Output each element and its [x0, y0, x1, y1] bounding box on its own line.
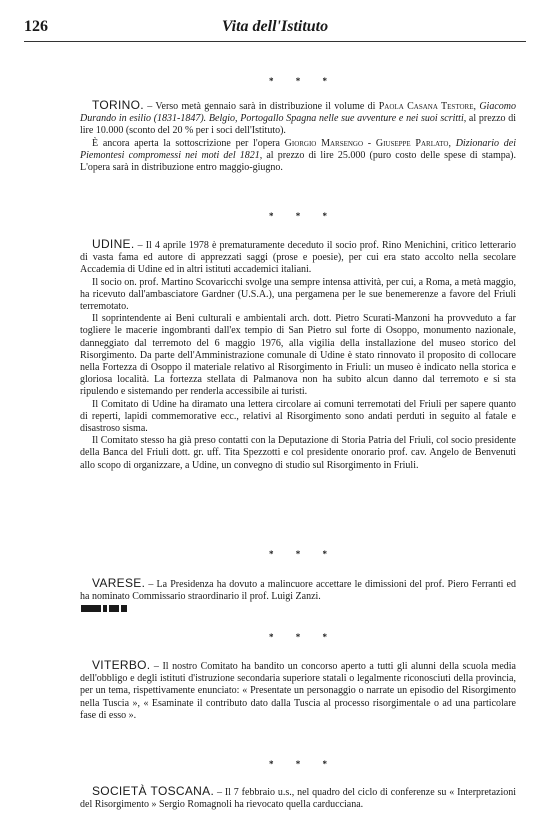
- udine-paragraph-5: Il Comitato stesso ha già preso contatti con la Deputazione di Storia Patria del Friuli, col socio presidente della Banca del Friuli dott. gr. uff. Tita Spezzotti e col presidente onorario prof. cav. Angelo de Benvenuti allo scopo di organizzare, a Udine, un convegno di studio sul Risorgimento in Friuli.: [80, 435, 516, 471]
- page-number: 126: [24, 18, 48, 35]
- section-udine: [80, 238, 516, 472]
- book-title: Giacomo Durando in esilio (1831-1847). Belgio, Portogallo Spagna nelle sue avventure e nei suoi scritti: [80, 101, 516, 125]
- section-toscana: [80, 785, 516, 811]
- place-heading-torino: TORINO.: [92, 98, 144, 112]
- torino-paragraph-1: TORINO. – Verso metà gennaio sarà in distribuzione il volume di Paola Casana Testore, Giacomo Durando in esilio (1831-1847). Belgio, Portogallo Spagna nelle sue avventure e nei suoi scritti, al prezzo di lire 10.000 (sconto del 20 % per i soci dell'Istituto).: [80, 98, 516, 137]
- place-heading-viterbo: VITERBO.: [92, 658, 151, 672]
- section-viterbo: [80, 659, 516, 722]
- section-torino: [80, 99, 516, 174]
- toscana-paragraph-1: SOCIETÀ TOSCANA. – Il 7 febbraio u.s., nel quadro del ciclo di conferenze su « Interpretazioni del Risorgimento » Sergio Romagnoli ha rievocato quella carducciana.: [80, 784, 516, 811]
- running-title: Vita dell'Istituto: [221, 18, 329, 35]
- place-heading-varese: VARESE.: [92, 576, 146, 590]
- page-header: [24, 18, 526, 40]
- varese-paragraph-1: VARESE. – La Presidenza ha dovuto a malincuore accettare le dimissioni del prof. Piero Ferranti ed ha nominato Commissario straordinario il prof. Luigi Zanzi.: [80, 576, 516, 603]
- section-varese: [80, 577, 516, 603]
- torino-paragraph-2: È ancora aperta la sottoscrizione per l'opera Giorgio Marsengo - Giuseppe Parlato, Dizionario dei Piemontesi compromessi nei moti del 1821, al prezzo di lire 25.000 (puro costo delle spese di stampa). L'opera sarà in distribuzione entro maggio-giugno.: [80, 137, 516, 174]
- author-names: Giorgio Marsengo - Giuseppe Parlato: [284, 137, 449, 149]
- redaction-mark: [81, 605, 127, 612]
- place-heading-udine: UDINE.: [92, 237, 135, 251]
- section-separator: * * *: [269, 759, 337, 769]
- section-separator: * * *: [269, 76, 337, 86]
- place-heading-toscana: SOCIETÀ TOSCANA.: [92, 784, 215, 798]
- section-separator: * * *: [269, 632, 337, 642]
- udine-paragraph-1: UDINE. – Il 4 aprile 1978 è prematuramente deceduto il socio prof. Rino Menichini, critico letterario di vasta fama ed autore di apprezzati saggi (prose e poesie), per cui era stato accolto nella secolare Accademia di Udine ed in altri istituti accademici italiani.: [80, 237, 516, 276]
- author-name: Paola Casana Testore: [378, 101, 474, 112]
- udine-paragraph-2: Il socio on. prof. Martino Scovaricchi svolge una sempre intensa attività, per cui, a Roma, a metà maggio, ha ricevuto dall'ambasciatore Gardner (U.S.A.), una pergamena per le sue benemerenze a favore del Friuli terremotato.: [80, 276, 516, 313]
- section-separator: * * *: [269, 549, 337, 559]
- header-rule: [24, 41, 526, 42]
- viterbo-paragraph-1: VITERBO. – Il nostro Comitato ha bandito un concorso aperto a tutti gli alunni della scuola media dell'obbligo e degli istituti d'istruzione secondaria superiore statali o legalmente riconosciuti della provincia, per un tema, rispettivamente enunciato: « Presentate un personaggio o narrate un episodio del Risorgimento nella Tuscia », « Esaminate il contributo dato dalla Tuscia al processo risorgimentale o ad una particolare fase di esso ».: [80, 658, 516, 721]
- section-separator: * * *: [269, 211, 337, 221]
- udine-paragraph-3: Il soprintendente ai Beni culturali e ambientali arch. dott. Pietro Scurati-Manzoni ha provveduto a far togliere le macerie ingombranti dall'ex tempio di San Pietro sul forte di Osoppo, monumento nazionale, danneggiato dal terremoto del 6 maggio 1976, alla vigilia della installazione del museo storico del Risorgimento. Da parte dell'Amministrazione comunale di Udine è stato rinnovato il proposito di collocare nella Fortezza di Osoppo il materiale relativo al Risorgimento in Friuli: un museo è indicato nella storica e gloriosa località. La fortezza stellata di Palmanova non ha subito alcun danno dal terremoto e si sta ripulendo e sistemando per renderla accessibile ai turisti.: [80, 313, 516, 398]
- book-title: Dizionario dei Piemontesi compromessi nei moti del 1821: [80, 137, 516, 161]
- udine-paragraph-4: Il Comitato di Udine ha diramato una lettera circolare ai comuni terremotati del Friuli per sapere quanto di reperti, lapidi commemorative ecc., relativi al Risorgimento sono andati perduti in seguito al fatale e disastroso sisma.: [80, 398, 516, 435]
